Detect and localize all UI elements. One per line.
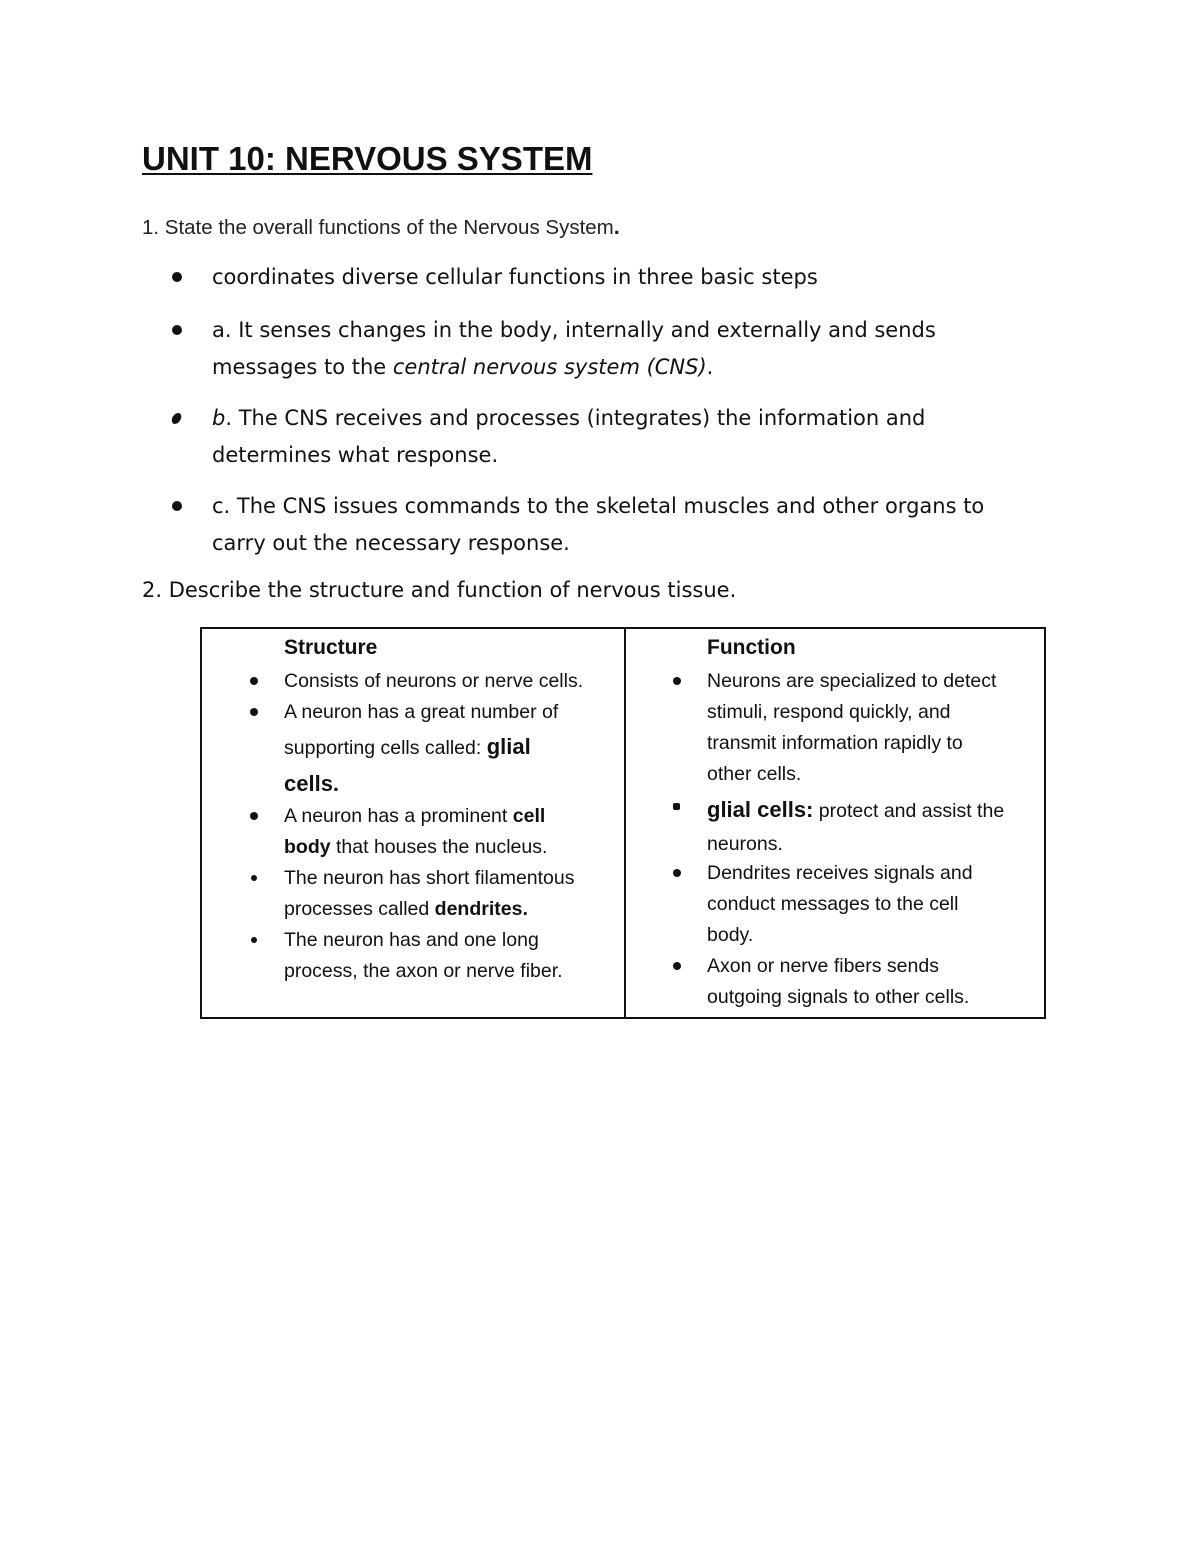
- structure-header: Structure: [284, 636, 378, 659]
- question-2: 2. Describe the structure and function of nervous tissue.: [142, 578, 737, 602]
- question-1: [142, 214, 620, 240]
- bullet-icon: [172, 272, 182, 282]
- list-item: The neuron has short filamentous processes called dendrites.: [284, 863, 575, 925]
- bullet-icon: [251, 937, 257, 943]
- bullet-item: c. The CNS issues commands to the skeletal muscles and other organs to carry out the necessary response.: [212, 488, 1052, 562]
- list-item: The neuron has and one long process, the axon or nerve fiber.: [284, 925, 563, 987]
- bullet-icon: [251, 875, 257, 881]
- list-item: A neuron has a prominent cell body that houses the nucleus.: [284, 801, 547, 863]
- bullet-icon: [172, 501, 182, 511]
- bullet-icon: [673, 803, 680, 810]
- bullet-icon: [673, 677, 681, 685]
- list-item: Consists of neurons or nerve cells.: [284, 666, 583, 697]
- table-divider: [624, 629, 626, 1017]
- bullet-icon: [170, 413, 182, 424]
- list-item: A neuron has a great number of supporting cells called: glial cells.: [284, 697, 558, 801]
- page-title: UNIT 10: NERVOUS SYSTEM: [142, 140, 593, 177]
- list-item: Dendrites receives signals and conduct messages to the cell body.: [707, 858, 973, 951]
- bullet-icon: [250, 708, 258, 716]
- bullet-icon: [250, 677, 258, 685]
- list-item: glial cells: protect and assist the neurons.: [707, 792, 1004, 860]
- bullet-item: coordinates diverse cellular functions in three basic steps: [212, 259, 1052, 296]
- bullet-item: b. The CNS receives and processes (integrates) the information and determines what response.: [212, 400, 1052, 474]
- list-item: Axon or nerve fibers sends outgoing signals to other cells.: [707, 951, 969, 1013]
- list-item: Neurons are specialized to detect stimuli, respond quickly, and transmit information rapidly to other cells.: [707, 666, 996, 790]
- bullet-icon: [172, 325, 182, 335]
- bullet-icon: [673, 962, 681, 970]
- bullet-item: a. It senses changes in the body, internally and externally and sends messages to the central nervous system (CNS).: [212, 312, 1052, 386]
- bullet-icon: [250, 812, 258, 820]
- bullet-icon: [673, 869, 681, 877]
- structure-function-table: [200, 627, 1046, 1019]
- function-header: Function: [707, 636, 796, 659]
- question-1-period: .: [613, 214, 620, 239]
- question-1-text: 1. State the overall functions of the Nervous System: [142, 216, 614, 239]
